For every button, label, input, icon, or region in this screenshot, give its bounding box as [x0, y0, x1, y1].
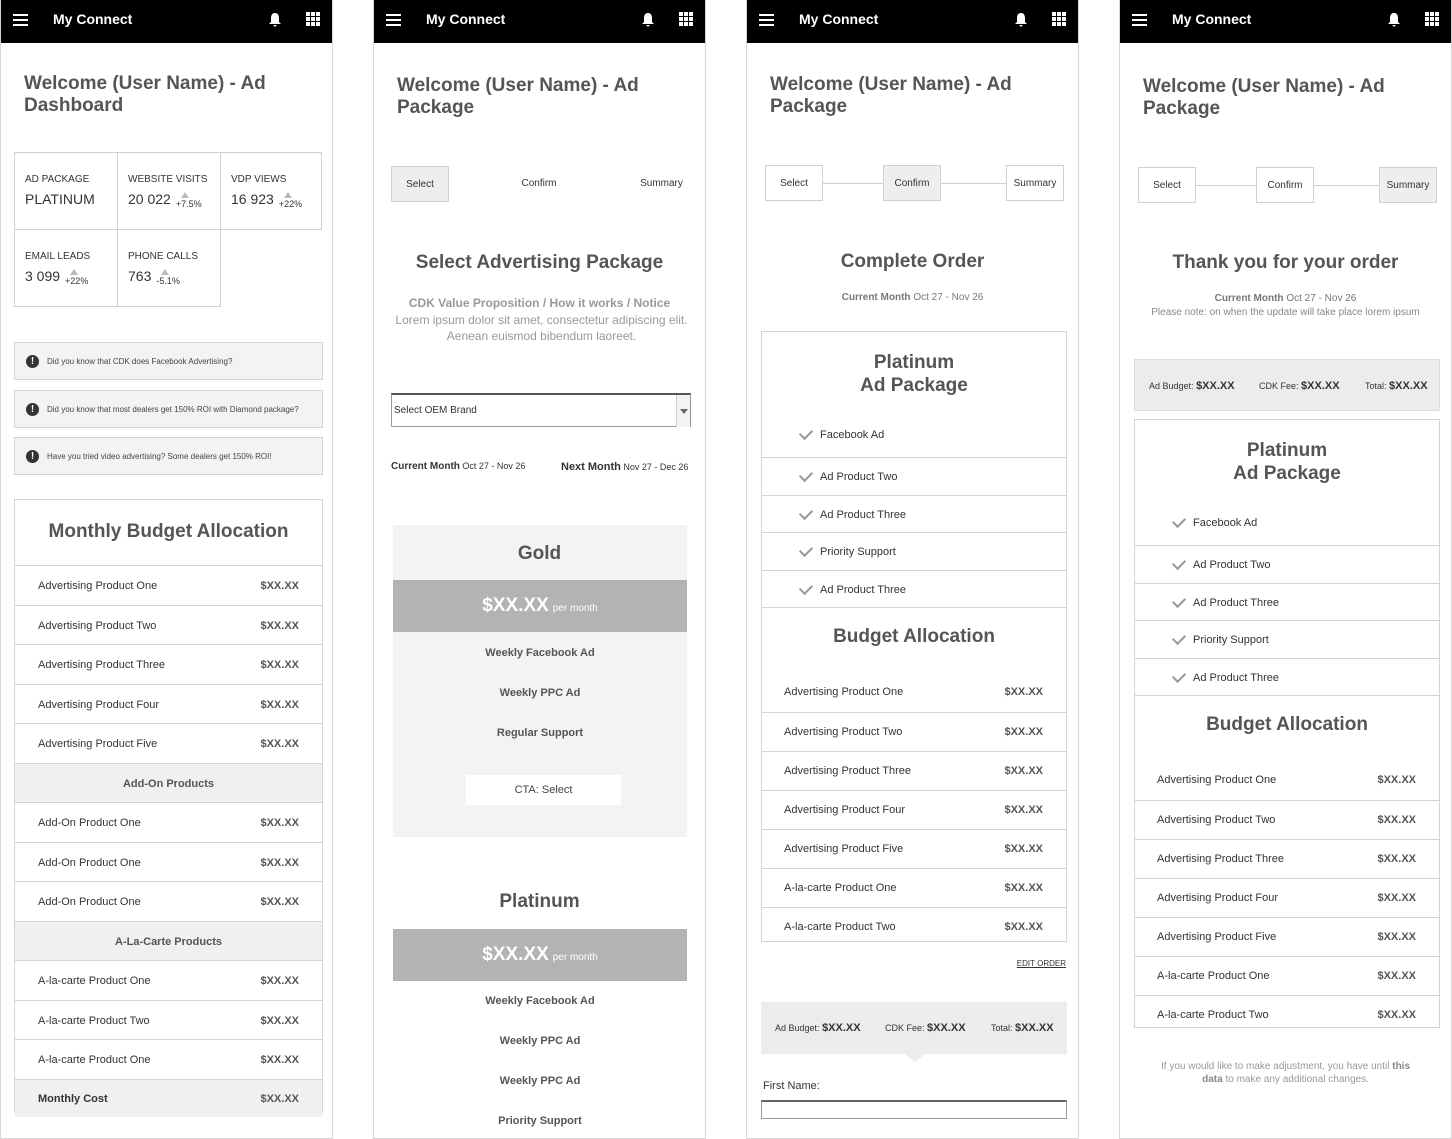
- current-month-label: Current Month: [841, 292, 911, 303]
- total: [991, 1022, 1054, 1034]
- row-value: $XX.XX: [1004, 804, 1043, 816]
- current-month-label: Current Month: [1214, 293, 1284, 304]
- price-period: per month: [552, 603, 598, 614]
- row-value: $XX.XX: [1004, 726, 1043, 738]
- alert-icon: !: [26, 355, 39, 368]
- stat-change-text: -5.1%: [156, 276, 180, 286]
- budget-title: Monthly Budget Allocation: [48, 521, 289, 542]
- feature-row: [762, 570, 1066, 608]
- value-proposition: CDK Value Proposition / How it works / Notice: [408, 296, 671, 310]
- stat-label: PHONE CALLS: [128, 251, 199, 262]
- package-name: Gold: [517, 543, 562, 564]
- row-label: Advertising Product One: [38, 580, 158, 592]
- table-row: [1135, 761, 1439, 800]
- row-label: A-la-carte Product One: [38, 975, 151, 987]
- tip-text: Did you know that most dealers get 150% ROI with Diamond package?: [47, 405, 299, 414]
- top-bar: [1, 0, 332, 43]
- package-feature: Regular Support: [496, 727, 584, 739]
- package-name: Platinum: [499, 891, 580, 912]
- row-label: Advertising Product Five: [784, 843, 904, 855]
- row-value: $XX.XX: [260, 580, 299, 592]
- chevron-down-icon[interactable]: [676, 395, 690, 427]
- stat-value: [25, 268, 88, 284]
- table-row: [762, 829, 1066, 868]
- row-value: $XX.XX: [260, 619, 299, 632]
- divider: [1135, 695, 1439, 696]
- section-heading: Complete Order: [840, 251, 985, 272]
- stats-grid: [14, 152, 322, 307]
- top-bar: [1120, 0, 1451, 43]
- stat-label: VDP VIEWS: [231, 174, 287, 185]
- row-value: $XX.XX: [1004, 686, 1043, 698]
- row-label: Advertising Product Four: [38, 698, 160, 711]
- stat-change-text: +22%: [65, 276, 89, 286]
- ad-budget-value: $XX.XX: [822, 1022, 861, 1034]
- table-section-header: [15, 921, 322, 961]
- first-name-field[interactable]: [761, 1100, 1067, 1119]
- step-connector: [940, 183, 1007, 184]
- cdk-fee: [885, 1022, 966, 1034]
- feature-label: Facebook Ad: [1193, 517, 1258, 529]
- update-note: Please note: on when the update will take place lorem ipsum: [1151, 307, 1420, 318]
- row-value: $XX.XX: [1377, 814, 1416, 826]
- stat-vdp-views: [220, 152, 322, 230]
- cdk-fee-value: $XX.XX: [1301, 380, 1340, 392]
- notice-emphasis: this: [1392, 1061, 1411, 1072]
- row-value: $XX.XX: [1377, 892, 1416, 904]
- table-row: [1135, 878, 1439, 917]
- step-select[interactable]: Select: [1138, 167, 1196, 203]
- row-label: Add-On Product One: [38, 856, 141, 869]
- table-row: [1135, 917, 1439, 956]
- apps-grid-icon[interactable]: [306, 12, 320, 26]
- row-value: $XX.XX: [260, 698, 299, 711]
- dashboard-screen: [0, 0, 333, 1139]
- current-month-range: Oct 27 - Nov 26: [913, 292, 984, 303]
- fee-summary: [1134, 359, 1440, 411]
- order-summary-screen: [1119, 0, 1452, 1139]
- feature-label: Ad Product Three: [820, 508, 907, 521]
- page-title: Welcome (User Name) - Ad Package: [1143, 76, 1385, 119]
- row-label: A-la-carte Product One: [1157, 970, 1270, 982]
- row-value: $XX.XX: [260, 1014, 299, 1027]
- step-connector: [822, 183, 884, 184]
- order-card: [761, 331, 1067, 942]
- row-label: Advertising Product Five: [38, 738, 158, 750]
- price-value: $XX.XX: [482, 595, 549, 616]
- up-arrow-icon: [161, 269, 169, 275]
- row-label: Advertising Product One: [1157, 774, 1277, 786]
- package-feature: Weekly Facebook Ad: [485, 647, 595, 659]
- stat-number: 763: [128, 268, 152, 284]
- stat-value: [231, 191, 302, 207]
- table-row: [15, 960, 322, 1000]
- total-value: $XX.XX: [1389, 380, 1428, 392]
- stat-value: [128, 268, 180, 284]
- bell-icon[interactable]: [1014, 12, 1028, 28]
- stat-label: EMAIL LEADS: [25, 251, 91, 262]
- row-value: $XX.XX: [260, 1092, 299, 1105]
- table-row: [762, 673, 1066, 712]
- total-value: $XX.XX: [1015, 1022, 1054, 1034]
- row-label: Advertising Product Three: [1157, 853, 1284, 865]
- table-row: [762, 712, 1066, 751]
- row-label: Advertising Product Three: [784, 765, 911, 777]
- app-title: My Connect: [53, 11, 133, 27]
- step-select[interactable]: Select: [391, 166, 449, 202]
- package-feature: Weekly PPC Ad: [499, 687, 581, 699]
- checkmark-icon: [1172, 593, 1186, 607]
- table-row: [15, 802, 322, 842]
- hamburger-menu-icon[interactable]: [1132, 14, 1147, 26]
- ad-budget: [775, 1022, 861, 1034]
- up-arrow-icon: [181, 192, 189, 198]
- stat-website-visits: [117, 152, 221, 230]
- notice-emphasis: data: [1202, 1074, 1223, 1085]
- cdk-fee-value: $XX.XX: [927, 1022, 966, 1034]
- stat-change-text: +22%: [278, 199, 303, 209]
- page-title: Welcome (User Name) - Ad Dashboard: [24, 73, 266, 116]
- stat-phone-calls: [117, 229, 221, 307]
- row-label: Advertising Product Two: [1157, 814, 1276, 826]
- table-row: [762, 751, 1066, 790]
- row-value: $XX.XX: [260, 856, 299, 869]
- table-row: [15, 842, 322, 882]
- row-value: $XX.XX: [1377, 1009, 1416, 1021]
- bell-icon[interactable]: [641, 12, 655, 28]
- feature-label: Priority Support: [1193, 634, 1269, 646]
- row-value: $XX.XX: [1377, 853, 1416, 865]
- row-value: $XX.XX: [1004, 765, 1043, 777]
- table-row: [15, 723, 322, 763]
- tip-text: Have you tried video advertising? Some dealers get 150% ROI!: [47, 452, 272, 461]
- feature-row: [762, 532, 1066, 570]
- feature-label: Ad Product Two: [820, 471, 898, 483]
- section-heading: Select Advertising Package: [415, 252, 664, 273]
- up-arrow-icon: [284, 192, 292, 198]
- tip-card[interactable]: [14, 390, 323, 428]
- row-label: Advertising Product Five: [1157, 931, 1277, 943]
- next-month-range: Nov 27 - Dec 26: [623, 462, 689, 472]
- row-value: $XX.XX: [260, 659, 299, 671]
- row-label: Add-On Product One: [38, 817, 141, 829]
- current-month: [391, 461, 525, 472]
- step-confirm[interactable]: Confirm: [883, 165, 941, 201]
- package-price: [393, 580, 687, 632]
- apps-grid-icon[interactable]: [1052, 12, 1066, 26]
- checkmark-icon: [799, 580, 813, 594]
- package-title: Platinum: [873, 352, 955, 373]
- stat-number: 20 022: [128, 191, 171, 207]
- stat-ad-package: [14, 152, 118, 230]
- row-label: Monthly Cost: [38, 1092, 108, 1105]
- feature-label: Priority Support: [820, 546, 896, 558]
- top-bar: [374, 0, 705, 43]
- table-row: [1135, 839, 1439, 878]
- adjustment-notice: [1130, 1060, 1441, 1086]
- feature-label: Ad Product Three: [1193, 671, 1280, 684]
- feature-row: [1135, 658, 1439, 696]
- feature-label: Ad Product Two: [1193, 559, 1271, 571]
- package-feature: Weekly PPC Ad: [499, 1075, 581, 1087]
- first-name-label: First Name:: [763, 1080, 820, 1092]
- row-label: A-la-carte Product Two: [1157, 1009, 1269, 1021]
- apps-grid-icon[interactable]: [679, 12, 693, 26]
- app-title: My Connect: [799, 11, 879, 27]
- feature-row: [1135, 545, 1439, 583]
- stat-number: 16 923: [231, 191, 274, 207]
- table-row: [15, 881, 322, 921]
- table-row: [15, 684, 322, 724]
- table-row: [1135, 995, 1439, 1034]
- current-month-range: Oct 27 - Nov 26: [462, 461, 526, 471]
- bell-icon[interactable]: [1387, 12, 1401, 28]
- current-month: [747, 292, 1078, 303]
- row-label: Add-On Products: [122, 777, 215, 790]
- budget-title: Budget Allocation: [833, 626, 995, 647]
- page-title: Welcome (User Name) - Ad Package: [770, 74, 1012, 117]
- feature-label: Ad Product Three: [1193, 596, 1280, 609]
- budget-title: Budget Allocation: [1206, 714, 1368, 735]
- app-title: My Connect: [1172, 11, 1252, 27]
- row-value: $XX.XX: [1377, 970, 1416, 982]
- stat-change-text: +7.5%: [175, 199, 202, 209]
- table-row: [1135, 800, 1439, 839]
- package-subtitle: Ad Package: [860, 375, 968, 396]
- current-month: [1120, 293, 1451, 304]
- package-subtitle: Ad Package: [1233, 463, 1341, 484]
- price-value: $XX.XX: [482, 944, 549, 965]
- hamburger-menu-icon[interactable]: [386, 14, 401, 26]
- row-value: $XX.XX: [1377, 931, 1416, 943]
- checkmark-icon: [799, 426, 813, 440]
- feature-row: [762, 416, 1066, 454]
- edit-order-link[interactable]: EDIT ORDER: [1016, 959, 1066, 968]
- table-row: [762, 868, 1066, 907]
- page-title: Welcome (User Name) - Ad Package: [397, 75, 639, 118]
- row-value: $XX.XX: [260, 1054, 299, 1066]
- stat-number: 3 099: [25, 268, 61, 284]
- step-connector: [1195, 185, 1257, 186]
- select-gold-button[interactable]: CTA: Select: [466, 775, 621, 805]
- feature-row: [1135, 583, 1439, 621]
- cdk-fee-label: CDK Fee:: [885, 1023, 925, 1033]
- step-summary[interactable]: Summary: [1379, 167, 1437, 203]
- description-text: Lorem ipsum dolor sit amet, consectetur adipiscing elit. Aenean euismod bibendum laoreet.: [395, 313, 688, 343]
- notice-text: If you would like to make adjustment, you have until: [1160, 1061, 1390, 1072]
- checkmark-icon: [799, 543, 813, 557]
- hamburger-menu-icon[interactable]: [13, 14, 28, 26]
- section-heading: Thank you for your order: [1172, 252, 1399, 273]
- step-confirm[interactable]: Confirm: [1256, 167, 1314, 203]
- divider: [762, 607, 1066, 608]
- budget-allocation-card: [14, 499, 323, 1113]
- table-row: [15, 565, 322, 605]
- tip-card[interactable]: [14, 437, 323, 475]
- row-label: A-la-carte Product Two: [784, 921, 896, 933]
- step-summary[interactable]: Summary: [1006, 165, 1064, 201]
- step-confirm[interactable]: Confirm: [521, 178, 557, 189]
- row-value: $XX.XX: [1004, 921, 1043, 933]
- caret-down-icon: [905, 1054, 925, 1062]
- row-label: Add-On Product One: [38, 896, 141, 908]
- table-row: [15, 605, 322, 645]
- table-row: [15, 1000, 322, 1040]
- row-value: $XX.XX: [1004, 843, 1043, 855]
- apps-grid-icon[interactable]: [1425, 12, 1439, 26]
- tip-card[interactable]: [14, 342, 323, 380]
- package-feature: Priority Support: [498, 1115, 582, 1127]
- ad-budget-label: Ad Budget:: [1149, 381, 1194, 391]
- next-month-label: Next Month: [561, 461, 621, 473]
- alert-icon: !: [26, 403, 39, 416]
- row-label: Advertising Product One: [784, 686, 904, 698]
- notice-text: to make any additional changes.: [1225, 1074, 1369, 1085]
- checkmark-icon: [1172, 556, 1186, 570]
- table-row: [15, 1039, 322, 1079]
- package-price: [393, 929, 687, 981]
- stat-change: [156, 276, 180, 286]
- stat-change: [65, 276, 88, 286]
- select-value: Select OEM Brand: [394, 405, 477, 416]
- step-select[interactable]: Select: [765, 165, 823, 201]
- app-title: My Connect: [426, 11, 506, 27]
- row-label: A-La-Carte Products: [115, 935, 222, 948]
- next-month: [561, 461, 688, 473]
- package-feature: Weekly Facebook Ad: [485, 995, 595, 1007]
- feature-row: [1135, 620, 1439, 658]
- row-value: $XX.XX: [260, 975, 299, 987]
- stat-email-leads: [14, 229, 118, 307]
- table-row: [1135, 956, 1439, 995]
- stat-change: [176, 199, 202, 209]
- row-label: A-la-carte Product One: [38, 1054, 151, 1066]
- row-label: Advertising Product Three: [38, 659, 165, 671]
- feature-label: Ad Product Three: [820, 583, 907, 596]
- feature-row: [762, 457, 1066, 495]
- select-package-screen: [373, 0, 706, 1139]
- total-label: Total:: [1365, 381, 1387, 391]
- table-section-header: [15, 763, 322, 803]
- row-value: $XX.XX: [260, 896, 299, 908]
- row-value: $XX.XX: [1004, 882, 1043, 894]
- package-feature: Weekly PPC Ad: [499, 1035, 581, 1047]
- oem-brand-select[interactable]: [391, 393, 691, 427]
- checkmark-icon: [1172, 668, 1186, 682]
- table-row: [762, 907, 1066, 946]
- ad-budget-value: $XX.XX: [1196, 380, 1235, 392]
- checkmark-icon: [799, 468, 813, 482]
- cdk-fee-label: CDK Fee:: [1259, 381, 1299, 391]
- table-row: [762, 790, 1066, 829]
- current-month-range: Oct 27 - Nov 26: [1286, 293, 1357, 304]
- row-label: Advertising Product Two: [784, 726, 903, 738]
- row-value: $XX.XX: [260, 738, 299, 750]
- stat-value: [128, 191, 202, 207]
- top-bar: [747, 0, 1078, 43]
- stat-label: WEBSITE VISITS: [128, 174, 208, 185]
- tip-text: Did you know that CDK does Facebook Advertising?: [47, 357, 233, 366]
- up-arrow-icon: [70, 269, 78, 275]
- row-label: Advertising Product Two: [38, 619, 157, 632]
- total: [1365, 380, 1428, 392]
- table-row: [15, 1079, 322, 1117]
- table-row: [15, 644, 322, 684]
- row-label: Advertising Product Four: [1157, 892, 1279, 904]
- row-label: A-la-carte Product One: [784, 882, 897, 894]
- complete-order-screen: [746, 0, 1079, 1139]
- stat-change: [279, 199, 302, 209]
- checkmark-icon: [1172, 514, 1186, 528]
- ad-budget-label: Ad Budget:: [775, 1023, 820, 1033]
- step-summary[interactable]: Summary: [640, 178, 683, 189]
- order-card: [1134, 419, 1440, 1028]
- row-value: $XX.XX: [1377, 774, 1416, 786]
- package-title: Platinum: [1246, 440, 1328, 461]
- fee-summary: [761, 1002, 1067, 1054]
- stat-label: AD PACKAGE: [25, 174, 90, 185]
- hamburger-menu-icon[interactable]: [759, 14, 774, 26]
- checkmark-icon: [1172, 631, 1186, 645]
- step-connector: [1313, 185, 1380, 186]
- bell-icon[interactable]: [268, 12, 282, 28]
- cdk-fee: [1259, 380, 1340, 392]
- feature-row: [1135, 504, 1439, 542]
- total-label: Total:: [991, 1023, 1013, 1033]
- row-value: $XX.XX: [260, 817, 299, 829]
- current-month-label: Current Month: [391, 461, 460, 472]
- alert-icon: !: [26, 450, 39, 463]
- ad-budget: [1149, 380, 1235, 392]
- feature-label: Facebook Ad: [820, 429, 885, 441]
- stat-value: PLATINUM: [25, 191, 95, 207]
- checkmark-icon: [799, 505, 813, 519]
- row-label: A-la-carte Product Two: [38, 1014, 150, 1027]
- feature-row: [762, 495, 1066, 533]
- row-label: Advertising Product Four: [784, 804, 906, 816]
- price-period: per month: [552, 952, 598, 963]
